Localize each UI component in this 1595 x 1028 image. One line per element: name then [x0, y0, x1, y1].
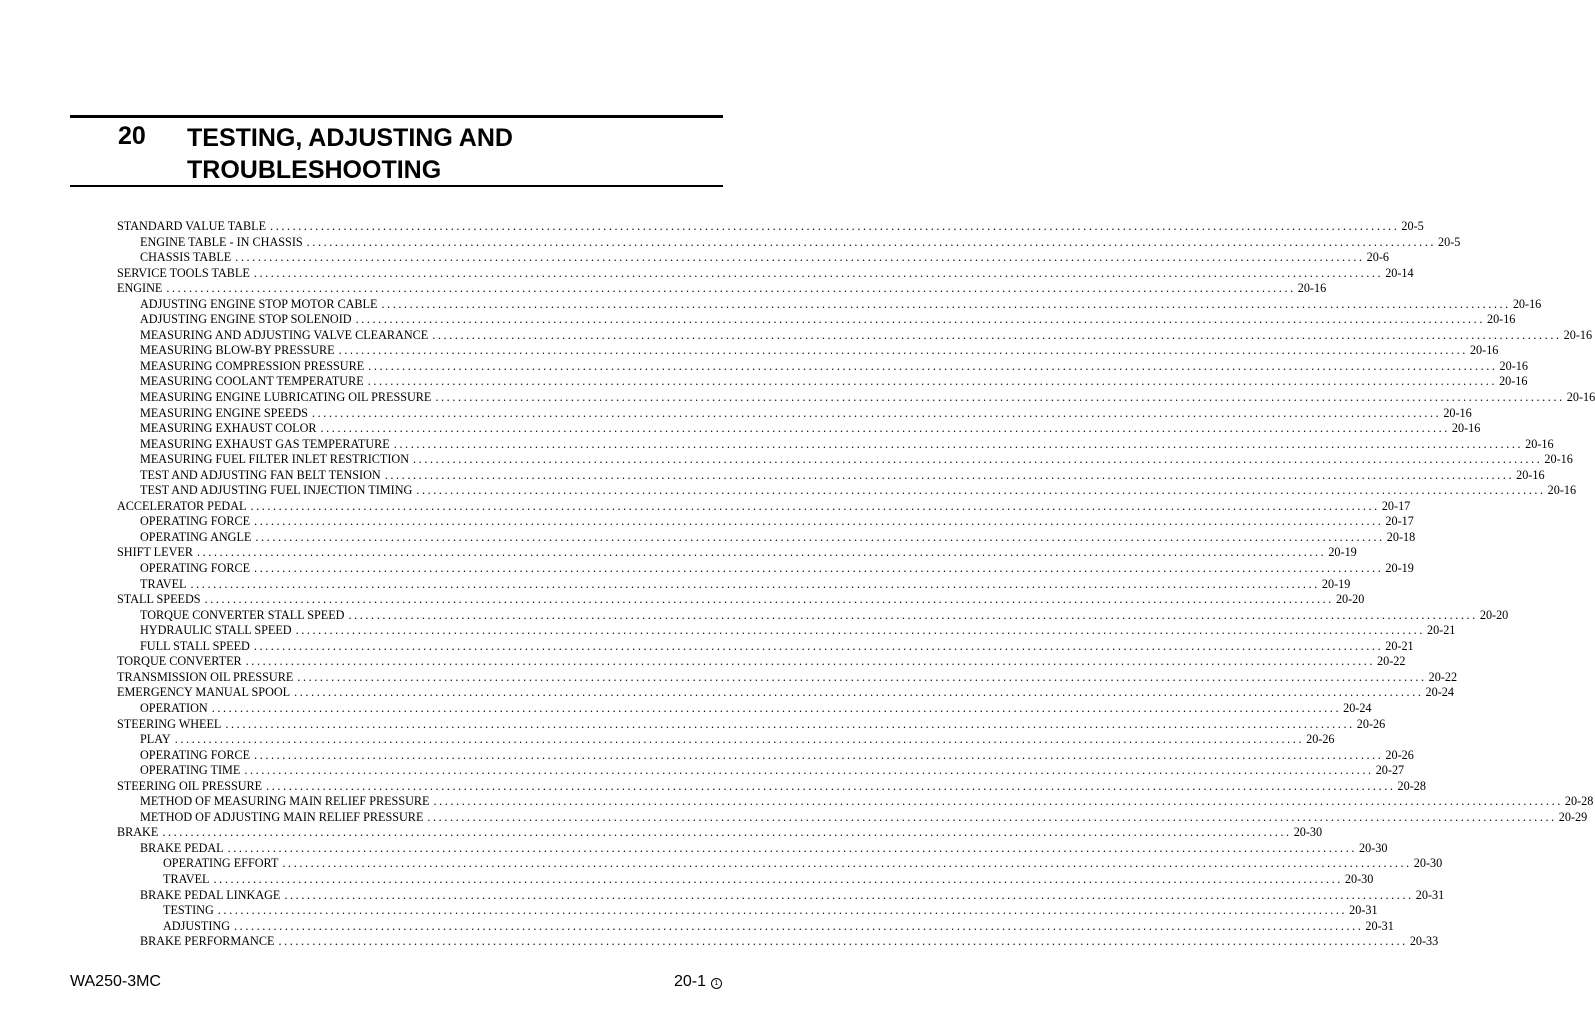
- toc-entry[interactable]: [117, 669, 1458, 686]
- toc-entry-label: MEASURING AND ADJUSTING VALVE CLEARANCE: [140, 327, 429, 342]
- toc-entry-page: 20-19: [1321, 576, 1351, 591]
- toc-entry-page: 20-16: [1566, 390, 1595, 405]
- toc-entry[interactable]: [117, 747, 1414, 764]
- toc-entry-page: 20-33: [1409, 934, 1439, 949]
- toc-entry-page: 20-19: [1385, 561, 1414, 576]
- toc-entry-label: METHOD OF MEASURING MAIN RELIEF PRESSURE: [140, 794, 430, 809]
- toc-entry[interactable]: [117, 483, 1577, 499]
- toc-leader-dots: ........................................................................................................................................................................................................: [282, 856, 1412, 871]
- toc-entry-page: 20-26: [1356, 716, 1386, 731]
- toc-entry-label: STEERING OIL PRESSURE: [117, 778, 263, 793]
- header-rule-top: [70, 115, 723, 118]
- toc-entry[interactable]: [117, 825, 1323, 841]
- toc-entry[interactable]: [117, 607, 1509, 624]
- toc-leader-dots: ........................................................................................................................................................................................................: [433, 794, 1563, 809]
- toc-entry-page: 20-16: [1486, 312, 1516, 327]
- toc-entry-label: ENGINE: [117, 281, 163, 296]
- toc-entry-page: 20-21: [1385, 638, 1414, 653]
- toc-entry-page: 20-31: [1365, 918, 1394, 933]
- toc-entry-label: METHOD OF ADJUSTING MAIN RELIEF PRESSURE: [140, 809, 424, 824]
- toc-leader-dots: ........................................................................................................................................................................................................: [225, 716, 1355, 731]
- toc-leader-dots: ........................................................................................................................................................................................................: [190, 576, 1320, 591]
- toc-leader-dots: ........................................................................................................................................................................................................: [253, 265, 1384, 280]
- toc-entry[interactable]: [117, 374, 1528, 390]
- toc-entry[interactable]: [117, 343, 1499, 359]
- toc-entry[interactable]: [117, 623, 1456, 639]
- toc-leader-dots: ........................................................................................................................................................................................................: [413, 452, 1543, 467]
- toc-entry[interactable]: [117, 809, 1588, 826]
- toc-entry-page: 20-18: [1386, 529, 1416, 544]
- toc-leader-dots: ........................................................................................................................................................................................................: [254, 561, 1384, 576]
- toc-entry-page: 20-26: [1385, 747, 1414, 762]
- toc-entry-page: 20-5: [1438, 234, 1461, 249]
- toc-entry-page: 20-16: [1525, 436, 1554, 451]
- toc-entry[interactable]: [117, 856, 1443, 872]
- toc-entry-label: STANDARD VALUE TABLE: [117, 219, 267, 233]
- toc-entry[interactable]: [117, 250, 1389, 266]
- toc-entry-label: OPERATING FORCE: [140, 747, 251, 762]
- toc-entry[interactable]: [117, 685, 1454, 701]
- toc-entry[interactable]: [117, 265, 1414, 282]
- toc-entry-label: HYDRAULIC STALL SPEED: [140, 623, 292, 638]
- toc-entry-label: ADJUSTING ENGINE STOP MOTOR CABLE: [140, 296, 378, 311]
- toc-entry-page: 20-31: [1349, 903, 1378, 918]
- toc-entry-label: TESTING: [163, 903, 214, 918]
- toc-leader-dots: ........................................................................................................................................................................................................: [432, 327, 1562, 342]
- toc-entry-label: ADJUSTING ENGINE STOP SOLENOID: [140, 312, 352, 327]
- toc-entry-page: 20-31: [1415, 887, 1445, 902]
- toc-entry[interactable]: [117, 871, 1374, 888]
- footer-page-number: 20-1: [673, 973, 706, 990]
- chapter-number: 20: [118, 122, 146, 150]
- toc-entry[interactable]: [117, 234, 1461, 251]
- toc-entry-label: FULL STALL SPEED: [140, 638, 250, 653]
- toc-leader-dots: ........................................................................................................................................................................................................: [284, 887, 1414, 902]
- toc-entry-label: STEERING WHEEL: [117, 716, 222, 731]
- toc-entry-label: MEASURING EXHAUST COLOR: [140, 421, 317, 436]
- toc-entry[interactable]: [117, 436, 1554, 453]
- toc-entry-page: 20-16: [1516, 467, 1545, 482]
- toc-entry-page: 20-29: [1558, 809, 1588, 824]
- toc-entry-page: 20-30: [1413, 856, 1443, 871]
- toc-entry-label: TRAVEL: [163, 871, 210, 886]
- footer-page: [674, 973, 722, 991]
- toc-leader-dots: ........................................................................................................................................................................................................: [234, 918, 1364, 933]
- toc-entry-label: MEASURING FUEL FILTER INLET RESTRICTION: [140, 452, 410, 467]
- toc-entry-label: MEASURING EXHAUST GAS TEMPERATURE: [140, 436, 390, 451]
- toc-entry[interactable]: [117, 390, 1595, 406]
- toc-entry-label: OPERATION: [140, 700, 208, 715]
- toc-entry-page: 20-24: [1343, 700, 1372, 715]
- toc-leader-dots: ........................................................................................................................................................................................................: [253, 638, 1384, 653]
- toc-entry-label: TEST AND ADJUSTING FAN BELT TENSION: [140, 467, 381, 482]
- toc-leader-dots: ........................................................................................................................................................................................................: [166, 281, 1296, 296]
- toc-entry-label: STALL SPEEDS: [117, 592, 201, 607]
- toc-entry[interactable]: [117, 281, 1327, 297]
- toc-leader-dots: ........................................................................................................................................................................................................: [250, 498, 1380, 513]
- toc-entry-label: MEASURING COMPRESSION PRESSURE: [140, 358, 365, 373]
- toc-entry-page: 20-5: [1401, 219, 1424, 233]
- toc-entry-page: 20-20: [1335, 592, 1365, 607]
- toc-entry-page: 20-30: [1293, 825, 1323, 840]
- toc-entry[interactable]: [117, 763, 1405, 779]
- toc-entry[interactable]: [117, 732, 1335, 748]
- toc-entry[interactable]: [117, 405, 1472, 422]
- toc-entry-page: 20-20: [1479, 607, 1509, 622]
- toc-leader-dots: ........................................................................................................................................................................................................: [416, 483, 1546, 498]
- toc-leader-dots: ........................................................................................................................................................................................................: [297, 669, 1427, 684]
- toc-entry-page: 20-26: [1306, 732, 1335, 747]
- toc-entry[interactable]: [117, 296, 1542, 313]
- toc-leader-dots: ........................................................................................................................................................................................................: [227, 840, 1357, 855]
- toc-entry-page: 20-28: [1397, 778, 1426, 793]
- toc-entry[interactable]: [117, 576, 1351, 593]
- toc-entry-label: OPERATING FORCE: [140, 561, 251, 576]
- toc-entry-label: OPERATING TIME: [140, 763, 241, 778]
- toc-entry-label: MEASURING ENGINE LUBRICATING OIL PRESSURE: [140, 390, 432, 405]
- toc-entry[interactable]: [117, 421, 1481, 437]
- toc-entry[interactable]: [117, 778, 1426, 795]
- toc-entry-label: ACCELERATOR PEDAL: [117, 498, 247, 513]
- toc-entry[interactable]: [117, 312, 1516, 328]
- toc-entry-label: TRANSMISSION OIL PRESSURE: [117, 669, 294, 684]
- toc-leader-dots: ........................................................................................................................................................................................................: [295, 623, 1425, 638]
- toc-entry-page: 20-16: [1469, 343, 1499, 358]
- toc-leader-dots: ........................................................................................................................................................................................................: [306, 234, 1437, 249]
- toc-entry[interactable]: [117, 716, 1386, 733]
- footer-model: WA250-3MC: [70, 973, 161, 990]
- toc-leader-dots: ........................................................................................................................................................................................................: [217, 903, 1348, 918]
- toc-entry[interactable]: [117, 327, 1593, 344]
- toc-leader-dots: ........................................................................................................................................................................................................: [427, 809, 1557, 824]
- toc-entry-page: 20-27: [1375, 763, 1405, 778]
- toc-entry-label: EMERGENCY MANUAL SPOOL: [117, 685, 291, 700]
- toc-entry-label: ENGINE TABLE - IN CHASSIS: [140, 234, 303, 249]
- toc-entry[interactable]: [117, 529, 1416, 546]
- toc-entry-label: OPERATING EFFORT: [163, 856, 279, 871]
- toc-leader-dots: ........................................................................................................................................................................................................: [368, 358, 1498, 373]
- toc-entry-label: TEST AND ADJUSTING FUEL INJECTION TIMING: [140, 483, 413, 498]
- toc-leader-dots: ........................................................................................................................................................................................................: [211, 700, 1342, 715]
- chapter-title: [187, 122, 707, 186]
- toc-entry-page: 20-17: [1385, 514, 1414, 529]
- toc-entry-label: SHIFT LEVER: [117, 545, 193, 560]
- toc-leader-dots: ........................................................................................................................................................................................................: [244, 763, 1374, 778]
- toc-entry-label: BRAKE PEDAL: [140, 840, 224, 855]
- toc-entry[interactable]: [117, 794, 1594, 810]
- toc-entry-label: MEASURING BLOW-BY PRESSURE: [140, 343, 335, 358]
- toc-leader-dots: ........................................................................................................................................................................................................: [338, 343, 1468, 358]
- toc-entry[interactable]: [117, 498, 1411, 515]
- toc-leader-dots: ........................................................................................................................................................................................................: [174, 732, 1305, 747]
- toc-leader-dots: ........................................................................................................................................................................................................: [254, 747, 1384, 762]
- toc-entry[interactable]: [117, 934, 1439, 950]
- toc-entry[interactable]: [117, 219, 1424, 235]
- toc-entry[interactable]: [117, 840, 1388, 857]
- toc-entry-label: OPERATING FORCE: [140, 514, 251, 529]
- toc-entry-label: SERVICE TOOLS TABLE: [117, 265, 250, 280]
- toc-entry-page: 20-16: [1563, 327, 1593, 342]
- toc-entry[interactable]: [117, 903, 1378, 919]
- toc-entry-page: 20-16: [1499, 374, 1528, 389]
- toc-entry-page: 20-17: [1381, 498, 1411, 513]
- toc-entry-page: 20-30: [1359, 840, 1388, 855]
- toc-leader-dots: ........................................................................................................................................................................................................: [255, 529, 1385, 544]
- toc-entry-label: BRAKE PERFORMANCE: [140, 934, 275, 949]
- toc-entry-label: BRAKE PEDAL LINKAGE: [140, 887, 281, 902]
- toc-entry-label: ADJUSTING: [163, 918, 231, 933]
- toc-entry-label: PLAY: [140, 732, 171, 747]
- toc-leader-dots: ........................................................................................................................................................................................................: [254, 514, 1384, 529]
- toc-entry-page: 20-16: [1512, 296, 1542, 311]
- toc-entry-page: 20-16: [1544, 452, 1573, 467]
- toc-entry-label: OPERATING ANGLE: [140, 529, 252, 544]
- toc-entry[interactable]: [117, 592, 1365, 608]
- toc-leader-dots: ........................................................................................................................................................................................................: [204, 592, 1334, 607]
- toc-entry-page: 20-22: [1428, 669, 1458, 684]
- toc-entry[interactable]: [117, 514, 1414, 530]
- toc-entry-page: 20-14: [1385, 265, 1414, 280]
- toc-entry[interactable]: [117, 638, 1414, 655]
- toc-leader-dots: ........................................................................................................................................................................................................: [270, 219, 1400, 233]
- toc-entry-page: 20-16: [1547, 483, 1577, 498]
- toc-entry[interactable]: [117, 545, 1357, 561]
- toc-entry-page: 20-6: [1366, 250, 1389, 265]
- toc-leader-dots: ........................................................................................................................................................................................................: [162, 825, 1292, 840]
- toc-entry-label: CHASSIS TABLE: [140, 250, 232, 265]
- toc-entry-label: BRAKE: [117, 825, 159, 840]
- toc-entry[interactable]: [117, 887, 1445, 904]
- toc-leader-dots: ........................................................................................................................................................................................................: [367, 374, 1498, 389]
- revision-mark-icon: 1: [711, 978, 722, 989]
- toc-entry[interactable]: [117, 561, 1414, 577]
- toc-entry[interactable]: [117, 358, 1528, 375]
- toc-leader-dots: ........................................................................................................................................................................................................: [196, 545, 1327, 560]
- toc-entry-page: 20-21: [1426, 623, 1456, 638]
- toc-leader-dots: ........................................................................................................................................................................................................: [213, 871, 1343, 886]
- toc-leader-dots: ........................................................................................................................................................................................................: [278, 934, 1408, 949]
- toc-entry[interactable]: [117, 700, 1372, 717]
- toc-leader-dots: ........................................................................................................................................................................................................: [266, 778, 1396, 793]
- toc-entry[interactable]: [117, 654, 1406, 670]
- toc-entry-label: MEASURING COOLANT TEMPERATURE: [140, 374, 364, 389]
- toc-leader-dots: ........................................................................................................................................................................................................: [294, 685, 1424, 700]
- toc-leader-dots: ........................................................................................................................................................................................................: [311, 405, 1442, 420]
- toc-entry-page: 20-16: [1297, 281, 1327, 296]
- toc-leader-dots: ........................................................................................................................................................................................................: [435, 390, 1565, 405]
- chapter-title-line1: TESTING, ADJUSTING AND: [187, 124, 513, 152]
- toc-leader-dots: ........................................................................................................................................................................................................: [381, 296, 1511, 311]
- toc-leader-dots: ........................................................................................................................................................................................................: [384, 467, 1515, 482]
- table-of-contents: [117, 219, 1595, 950]
- toc-entry-page: 20-24: [1425, 685, 1454, 700]
- chapter-title-line2: TROUBLESHOOTING: [187, 156, 442, 184]
- toc-entry[interactable]: [117, 452, 1573, 468]
- toc-entry-page: 20-30: [1344, 871, 1374, 886]
- toc-entry-label: TORQUE CONVERTER STALL SPEED: [140, 607, 345, 622]
- toc-leader-dots: ........................................................................................................................................................................................................: [245, 654, 1376, 669]
- toc-entry[interactable]: [117, 918, 1394, 935]
- toc-entry-page: 20-16: [1443, 405, 1472, 420]
- toc-entry-label: MEASURING ENGINE SPEEDS: [140, 405, 308, 420]
- toc-entry-page: 20-16: [1451, 421, 1481, 436]
- toc-leader-dots: ........................................................................................................................................................................................................: [235, 250, 1365, 265]
- header-rule-bottom: [70, 185, 723, 187]
- toc-leader-dots: ........................................................................................................................................................................................................: [320, 421, 1450, 436]
- toc-entry[interactable]: [117, 467, 1545, 484]
- toc-entry-page: 20-22: [1377, 654, 1406, 669]
- toc-entry-page: 20-28: [1564, 794, 1594, 809]
- toc-entry-label: TRAVEL: [140, 576, 187, 591]
- toc-entry-page: 20-16: [1499, 358, 1528, 373]
- toc-entry-page: 20-19: [1328, 545, 1357, 560]
- toc-leader-dots: ........................................................................................................................................................................................................: [393, 436, 1524, 451]
- toc-entry-label: TORQUE CONVERTER: [117, 654, 242, 669]
- toc-leader-dots: ........................................................................................................................................................................................................: [348, 607, 1478, 622]
- toc-leader-dots: ........................................................................................................................................................................................................: [355, 312, 1485, 327]
